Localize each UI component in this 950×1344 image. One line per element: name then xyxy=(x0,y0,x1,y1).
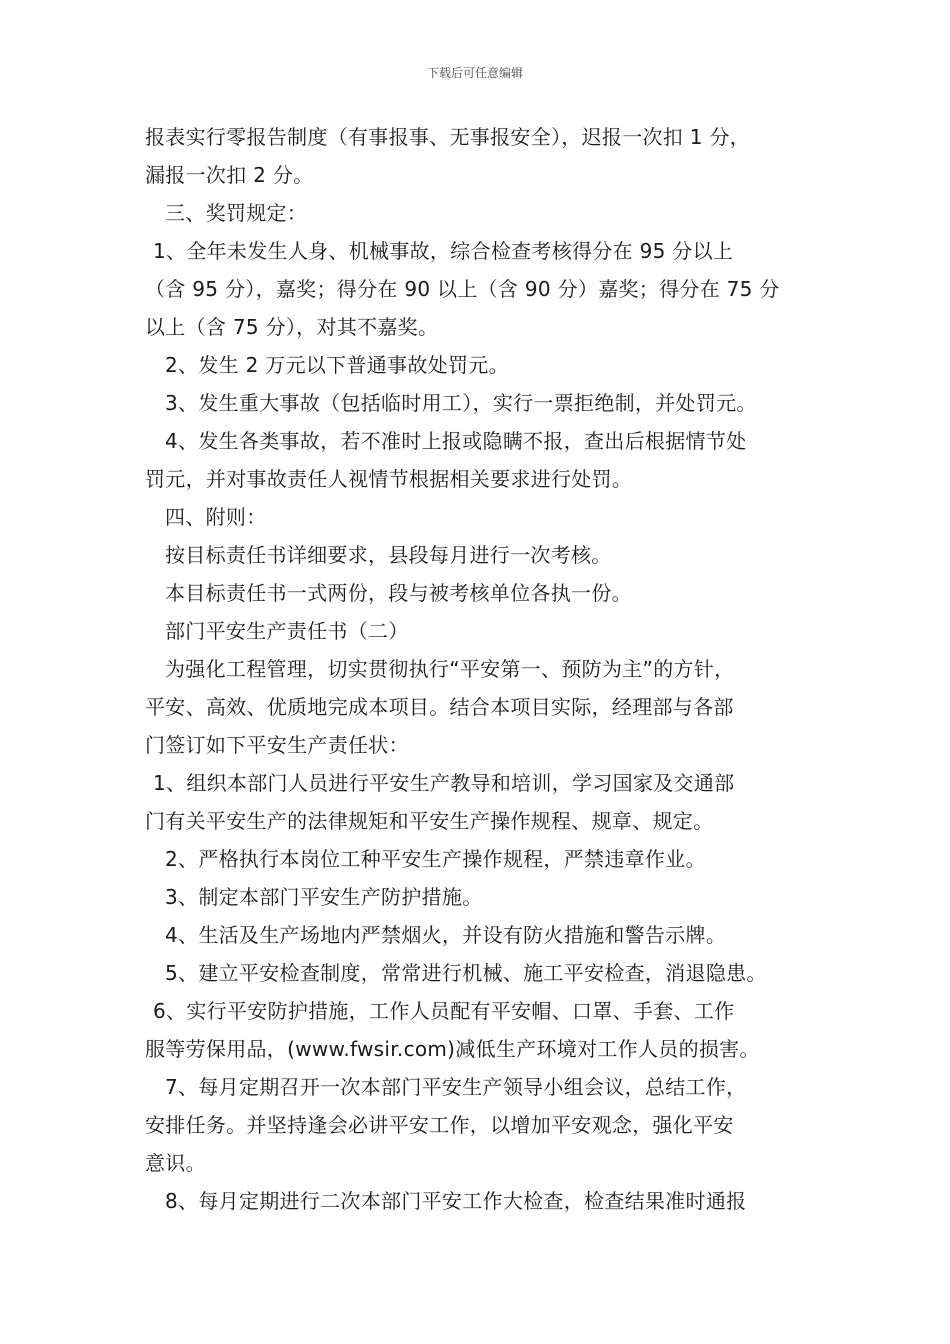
text-line: 6、实行平安防护措施，工作人员配有平安帽、口罩、手套、工作 xyxy=(153,999,735,1023)
text-line: 报表实行零报告制度（有事报事、无事报安全），迟报一次扣 1 分， xyxy=(145,125,751,149)
text-line: 以上（含 75 分），对其不嘉奖。 xyxy=(145,315,439,339)
text-line: 为强化工程管理，切实贯彻执行“平安第一、预防为主”的方针， xyxy=(165,657,735,681)
text-line: （含 95 分），嘉奖；得分在 90 以上（含 90 分）嘉奖；得分在 75 分 xyxy=(145,277,780,301)
section-heading: 四、附则： xyxy=(165,505,267,529)
text-line: 3、发生重大事故（包括临时用工），实行一票拒绝制，并处罚元。 xyxy=(165,391,757,415)
text-line: 5、建立平安检查制度，常常进行机械、施工平安检查，消退隐患。 xyxy=(165,961,767,985)
text-line: 意识。 xyxy=(145,1151,206,1175)
text-line: 门有关平安生产的法律规矩和平安生产操作规程、规章、规定。 xyxy=(145,809,714,833)
text-line: 7、每月定期召开一次本部门平安生产领导小组会议，总结工作， xyxy=(165,1075,747,1099)
text-line: 2、发生 2 万元以下普通事故处罚元。 xyxy=(165,353,509,377)
text-line: 1、组织本部门人员进行平安生产教导和培训，学习国家及交通部 xyxy=(153,771,735,795)
text-line: 4、发生各类事故，若不准时上报或隐瞒不报，查出后根据情节处 xyxy=(165,429,747,453)
text-line: 门签订如下平安生产责任状： xyxy=(145,733,409,757)
text-line: 2、严格执行本岗位工种平安生产操作规程，严禁违章作业。 xyxy=(165,847,706,871)
document-title: 部门平安生产责任书（二） xyxy=(165,619,409,643)
text-line: 漏报一次扣 2 分。 xyxy=(145,163,314,187)
text-line: 本目标责任书一式两份，段与被考核单位各执一份。 xyxy=(165,581,632,605)
text-line: 按目标责任书详细要求，县段每月进行一次考核。 xyxy=(165,543,612,567)
text-line: 服等劳保用品，(www.fwsir.com)减低生产环境对工作人员的损害。 xyxy=(145,1037,760,1061)
page-header: 下载后可任意编辑 xyxy=(426,66,523,80)
text-line: 安排任务。并坚持逢会必讲平安工作，以增加平安观念，强化平安 xyxy=(145,1113,734,1137)
text-line: 罚元，并对事故责任人视情节根据相关要求进行处罚。 xyxy=(145,467,633,491)
text-line: 1、全年未发生人身、机械事故，综合检查考核得分在 95 分以上 xyxy=(153,239,734,263)
text-line: 4、生活及生产场地内严禁烟火，并设有防火措施和警告示牌。 xyxy=(165,923,727,947)
document-body xyxy=(145,118,815,1220)
text-line: 平安、高效、优质地完成本项目。结合本项目实际，经理部与各部 xyxy=(145,695,734,719)
section-heading: 三、奖罚规定： xyxy=(165,201,308,225)
text-line: 8、每月定期进行二次本部门平安工作大检查，检查结果准时通报 xyxy=(165,1189,747,1213)
text-line: 3、制定本部门平安生产防护措施。 xyxy=(165,885,483,909)
